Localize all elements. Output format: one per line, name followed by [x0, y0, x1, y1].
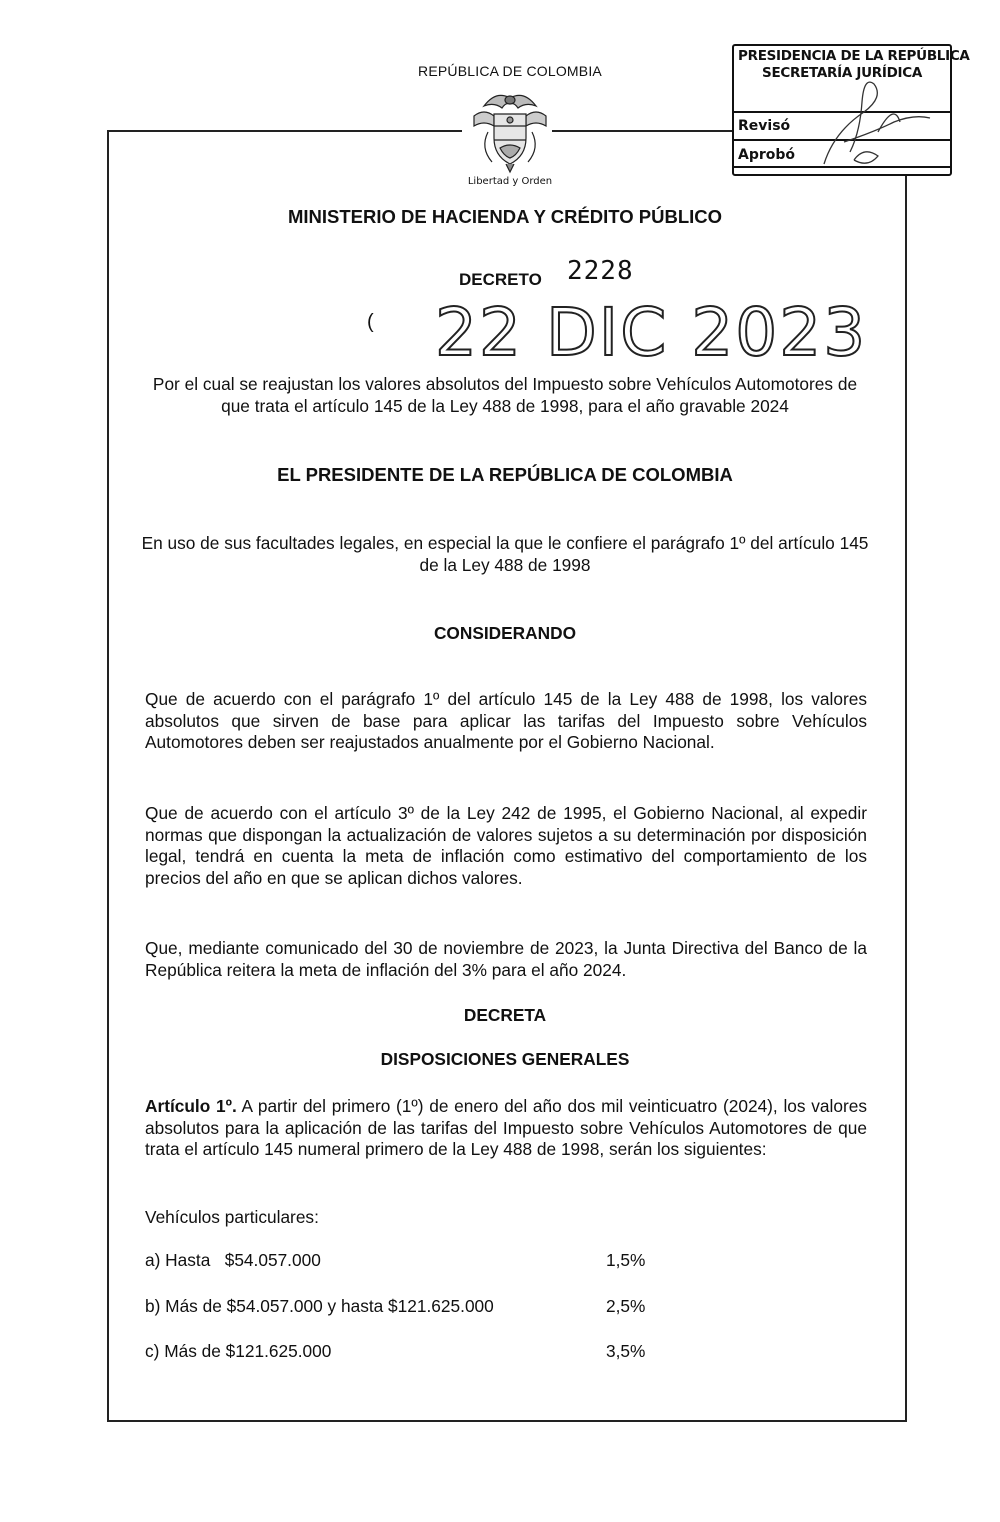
considerando-heading: CONSIDERANDO [433, 623, 577, 643]
considerando-paragraph: Que, mediante comunicado del 30 de noviembre de 2023, la Junta Directiva del Banco de la República reitera la meta de inflación del 3% para el año 2024. [145, 938, 867, 980]
coat-of-arms-icon [470, 88, 550, 176]
national-motto: Libertad y Orden [467, 176, 553, 187]
article-1 [145, 1096, 867, 1161]
rate-range: c) Más de $121.625.000 [145, 1341, 332, 1361]
date-open-paren: ( [367, 311, 374, 333]
legal-powers-text: En uso de sus facultades legales, en especial la que le confiere el parágrafo 1º del artículo 145 de la Ley 488 de 1998 [141, 533, 869, 575]
ministry-name: MINISTERIO DE HACIENDA Y CRÉDITO PÚBLICO [287, 206, 723, 227]
vehicles-label: Vehículos particulares: [145, 1207, 319, 1227]
article-1-text: A partir del primero (1º) de enero del año dos mil veinticuatro (2024), los valores absolutos para la aplicación de las tarifas del Impuesto sobre Vehículos Automotores de que trata el artículo 145 numeral primero de la Ley 488 de 1998, serán los siguientes: [145, 1096, 867, 1159]
signature-icon [804, 72, 944, 172]
stamp-reviewed-label: Revisó [738, 118, 791, 134]
decree-date-stamp: 22 DIC 2023 [435, 294, 868, 371]
stamp-line-1: PRESIDENCIA DE LA REPÚBLICA [738, 48, 970, 64]
issuer-heading: EL PRESIDENTE DE LA REPÚBLICA DE COLOMBIA [277, 464, 733, 485]
country-name: REPÚBLICA DE COLOMBIA [418, 63, 602, 79]
stamp-line-2: SECRETARÍA JURÍDICA [762, 65, 922, 81]
considerando-paragraph: Que de acuerdo con el parágrafo 1º del artículo 145 de la Ley 488 de 1998, los valores absolutos que sirven de base para aplicar las tarifas del Impuesto sobre Vehículos Automotores deben ser reajustados anualmente por el Gobierno Nacional. [145, 689, 867, 752]
decree-number: 2228 [567, 256, 634, 286]
decree-label: DECRETO [459, 270, 542, 289]
rate-value: 3,5% [606, 1341, 646, 1361]
rate-value: 2,5% [606, 1296, 646, 1316]
decree-title: Por el cual se reajustan los valores absolutos del Impuesto sobre Vehículos Automotores de que trata el artículo 145 de la Ley 488 de 1998, para el año gravable 2024 [152, 374, 858, 416]
stamp-approved-label: Aprobó [738, 147, 796, 163]
general-provisions-heading: DISPOSICIONES GENERALES [380, 1049, 630, 1069]
legal-secretariat-stamp [732, 44, 970, 176]
rate-range: a) Hasta $54.057.000 [145, 1250, 321, 1270]
article-1-label: Artículo 1º. [145, 1096, 237, 1116]
decreta-heading: DECRETA [463, 1005, 547, 1025]
considerando-paragraph: Que de acuerdo con el artículo 3º de la Ley 242 de 1995, el Gobierno Nacional, al expedir normas que dispongan la actualización de valores sujetos a su determinación por disposición legal, tendrá en cuenta la meta de inflación como estimativo del comportamiento de los precios del año en que se aplican dichos valores. [145, 803, 867, 888]
rate-range: b) Más de $54.057.000 y hasta $121.625.000 [145, 1296, 494, 1316]
rate-value: 1,5% [606, 1250, 646, 1270]
